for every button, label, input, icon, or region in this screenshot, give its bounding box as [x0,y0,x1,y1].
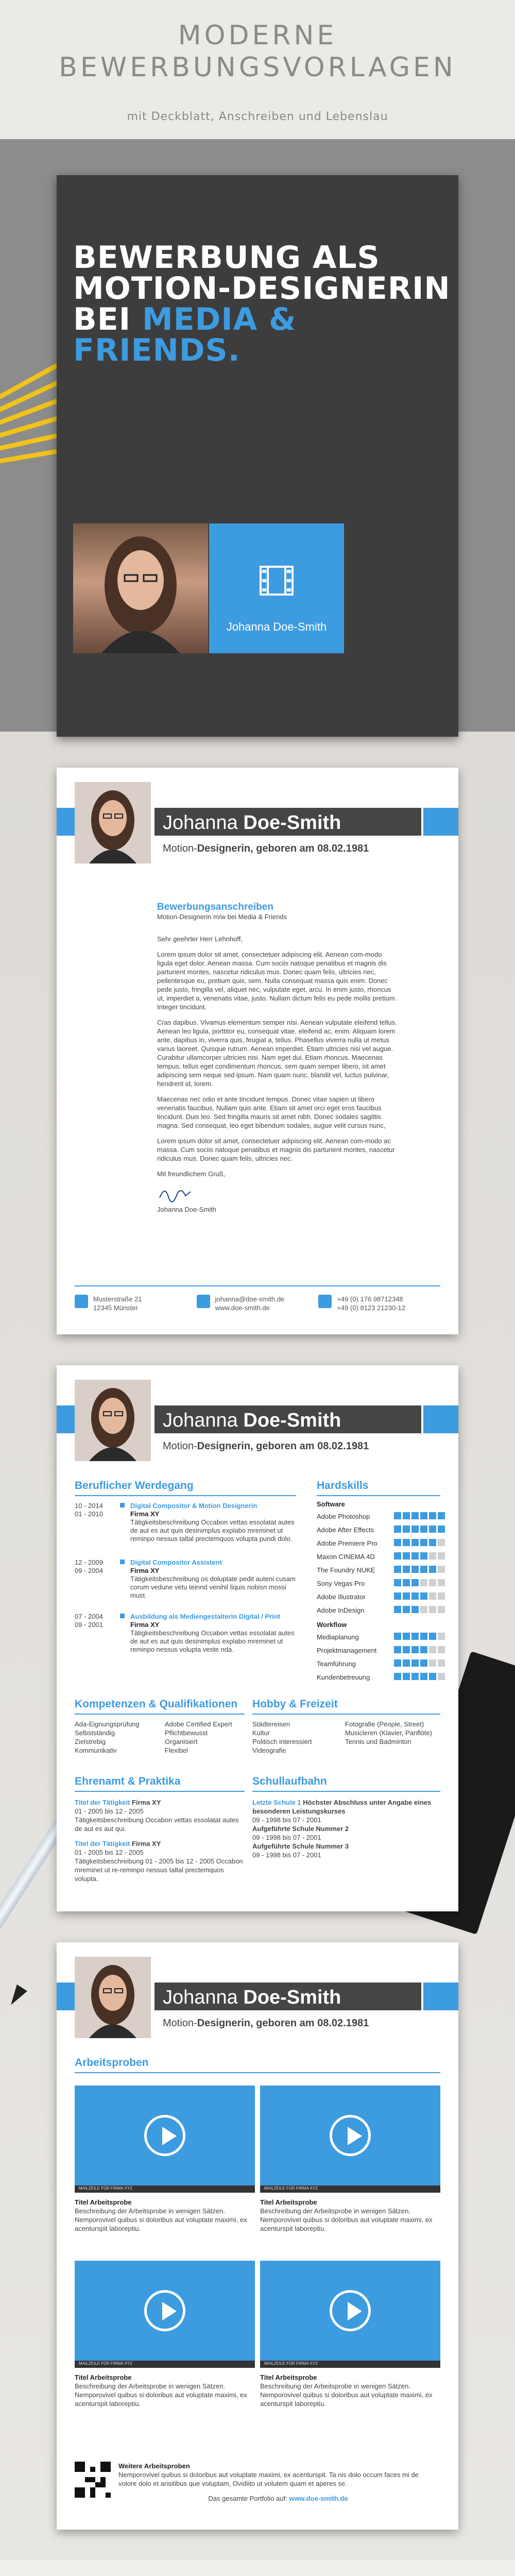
skill-level-box [403,1512,410,1519]
skill-level-box [403,1646,410,1653]
skill-label: Adobe Photoshop [317,1513,370,1520]
skill-level-box [429,1646,436,1653]
skill-label: Adobe InDesign [317,1606,365,1614]
skill-level-box [420,1512,427,1519]
header-accent-left [57,1982,75,2010]
workflow-heading: Workflow [317,1621,347,1629]
skill-level-box [411,1526,419,1533]
skill-level-box [438,1552,445,1560]
skill-level-box [411,1566,419,1573]
skill-level-meter [394,1673,445,1680]
skill-level-box [411,1592,419,1600]
skill-level-box [429,1566,436,1573]
sample-bar: MAILZEILE FÜR FIRMA XYZ [260,2361,440,2368]
phone-icon [318,1295,332,1308]
play-icon [330,2115,371,2156]
skill-level-box [403,1633,410,1640]
skill-level-box [403,1606,410,1613]
skill-label: Teamführung [317,1660,356,1668]
skill-level-box [394,1526,401,1533]
more-samples-text: Weitere Arbeitsproben Nemporovivel quibus si doloribus aut voluptate maximi, ex acenturspit. Ta nis dolo occum faces mi de volore dolo et arisitibus que voluptam, Ovidiito ut volutem quam et aperes se. Das gesamte Portfolio auf: www.doe-smith.de [118,2462,419,2502]
skill-level-box [429,1539,436,1546]
skill-label: Kundenbetreuung [317,1673,370,1681]
header-accent-right [423,1405,458,1433]
section-honor-title: Ehrenamt & Praktika [75,1775,181,1787]
skill-level-box [429,1579,436,1586]
skill-row [317,1645,440,1658]
letter-paragraph-2: Cras dapibus. Vivamus elementum semper nisi. Aenean vulputate eleifend tellus. Aenean leo ligula, porttitor eu, consequat vitae, eleifend ac, enim. Aliquam lorem ante, dapibus in, viverra quis, feugiat a, tellus. Phasellus viverra nulla ut metus varius laoreet. Quisque rutrum. Aenean imperdiet. Etiam ultricies nisi vel augue. Curabitur ullamcorper ultricies nisi. Nam eget dui. Etiam rhoncus. Maecenas tempus, tellus eget condimentum rhoncus, sem quam semper libero, sit amet adipiscing sem neque sed ipsum. Nam quam nunc, blandit vel, luctus pulvinar, hendrerit id, lorem. [157,1019,397,1088]
cover-sheet [57,175,458,737]
skill-label: Projektmanagement [317,1647,377,1654]
header-accent-right [423,808,458,836]
applicant-name: Johanna Doe-Smith [163,812,341,834]
skill-level-meter [394,1606,445,1613]
skill-row [317,1537,440,1551]
skill-level-box [420,1592,427,1600]
cv-entry: 10 - 2014 01 - 2010 Digital Compositor & Motion Designerin Firma XY Tätigkeitsbeschreibung Occabon vettas essolatat autes de aut es aut quis desinimplus explabo mreminet ut reminpo nessus taltal prectemquos volupta pundi dolo. [75,1502,295,1543]
skill-level-box [438,1579,445,1586]
section-divider [252,1791,440,1792]
letter-footer: Musterstraße 21 12345 Münster johanna@doe-smith.de www.doe-smith.de +49 (0) 176 98712348 +49 (0) 8123 21230-12 [75,1285,440,1312]
skill-level-box [420,1673,427,1680]
skill-level-box [420,1566,427,1573]
sample-caption: Titel Arbeitsprobe Beschreibung der Arbeitsprobe in wenigen Sätzen. Nemporovivel quibus si doloribus aut voluptate maximi, ex acenturspit laboreptiu. [260,2374,433,2408]
skill-level-box [394,1606,401,1613]
skill-level-box [394,1659,401,1667]
section-work-title: Beruflicher Werdegang [75,1480,194,1492]
letter-paragraph-1: Lorem ipsum dolor sit amet, consectetuer adipiscing elit. Aenean com-modo ligula eget dolor. Aenean massa. Cum sociis natoque penatibus et magnis dis parturient montes, nascetur ridiculus mus. Donec quam felis, ultricies nec, pellentesque eu, pretium quis, sem. Nulla consequat massa quis enim. Donec pede justo, fringilla vel, aliquet nec, vulputate eget, arcu. In enim justo, rhoncus ut, imperdiet a, venenatis vitae, justo. Nullam dictum felis eu pede mollis pretium. Integer tincidunt. [157,951,397,1011]
section-competences-title: Kompetenzen & Qualifikationen [75,1698,238,1710]
skill-level-box [429,1552,436,1560]
skill-level-box [403,1539,410,1546]
skill-level-box [429,1606,436,1613]
section-divider [75,1714,245,1715]
skill-level-box [420,1633,427,1640]
letter-paragraph-4: Lorem ipsum dolor sit amet, consectetuer adipiscing elit. Aenean com-modo ac massa. Cum sociis natoque penatibus et magnis dis parturient montes, nascetur ridiculus mus. Donec quam felis, ultricies nec. [157,1137,395,1162]
skill-level-box [403,1552,410,1560]
skill-level-box [438,1673,445,1680]
letter-body [157,903,399,1214]
skill-level-box [438,1606,445,1613]
skill-level-box [438,1659,445,1667]
skill-level-box [420,1606,427,1613]
skill-level-box [411,1673,419,1680]
skill-level-box [403,1526,410,1533]
section-school-title: Schullaufbahn [252,1775,327,1787]
skill-level-box [420,1526,427,1533]
skill-level-box [403,1592,410,1600]
skill-level-box [394,1512,401,1519]
page-subtitle: mit Deckblatt, Anschreiben und Lebenslau [127,110,388,123]
applicant-name: Johanna Doe-Smith [163,1410,341,1431]
skill-level-meter [394,1566,445,1573]
cv-entry: 12 - 2009 09 - 2004 Digital Compositor Assistent Firma XY Tätigkeitsbeschreibung os doluptate pedit auteni cusam corum vedune vetu teinnd venihil liquis nobisn mossi must. [75,1558,296,1599]
skill-level-box [438,1512,445,1519]
skill-row [317,1658,440,1671]
cover-headline: BEWERBUNG ALS MOTION-DESIGNERIN BEI MEDIA & FRIENDS. [73,240,451,368]
email-link[interactable]: johanna@doe-smith.de [215,1295,285,1303]
skill-level-box [394,1552,401,1560]
applicant-subtitle: Motion-Designerin, geboren am 08.02.1981 [163,1440,369,1452]
letter-paragraph-3: Maecenas nec odio et ante tincidunt tempus. Donec vitae sapien ut libero venenatis faucibus. Nullam quis ante. Etiam sit amet orci eget eros faucibus tincidunt. Duis leo. Sed fringilla mauris sit amet nibh. Donec sodales sagittis magna. Sed consequat, leo eget bibendum sodales, augue velit cursus nunc, [157,1095,386,1129]
at-icon [197,1295,210,1308]
skill-label: Mediaplanung [317,1633,359,1641]
skill-level-box [394,1579,401,1586]
skill-level-box [420,1552,427,1560]
letter-sheet [57,768,458,1334]
skill-level-box [394,1633,401,1640]
letter-closing: Mit freundlichem Gruß, [157,1170,226,1178]
skill-level-meter [394,1592,445,1600]
skill-level-box [411,1552,419,1560]
skill-row [317,1578,440,1591]
section-hobby-title: Hobby & Freizeit [252,1698,338,1710]
website-link[interactable]: www.doe-smith.de [215,1304,270,1312]
skill-level-meter [394,1539,445,1546]
skill-label: Adobe Premiere Pro [317,1539,377,1547]
bottom-band [0,2561,515,2576]
skill-level-box [438,1539,445,1546]
sample-caption: Titel Arbeitsprobe Beschreibung der Arbeitsprobe in wenigen Sätzen. Nemporovivel quibus si doloribus aut voluptate maximi, ex acenturspit laboreptiu. [75,2374,247,2408]
skill-level-box [438,1566,445,1573]
competences-col-1: Ada-Eignungsprüfung Selbstständig Zielstrebig Kommunikativ [75,1720,140,1754]
skill-level-box [411,1579,419,1586]
sample-caption: Titel Arbeitsprobe Beschreibung der Arbeitsprobe in wenigen Sätzen. Nemporovivel quibus si doloribus aut voluptate maximi, ex acenturspit laboreptiu. [75,2198,247,2232]
skill-level-box [420,1659,427,1667]
skill-row [317,1524,440,1537]
letter-heading: Bewerbungsanschreiben [157,902,273,912]
section-divider [252,1714,440,1715]
school-list: Letzte Schule 1 Höchster Abschluss unter Angabe eines besonderen Leistungskurses 09 - 1998 bis 07 - 2001 Aufgeführte Schule Nummer 2 09 - 1998 bis 07 - 2001 Aufgeführte Schule Nummer 3 09 - 1998 bis 07 - 2001 [252,1799,432,1859]
skill-level-box [411,1606,419,1613]
sample-bar: MAILZEILE FÜR FIRMA XYZ [260,2185,440,2193]
skill-level-box [429,1526,436,1533]
header-portrait-photo [75,782,151,863]
skill-level-box [411,1659,419,1667]
cover-name-card [209,523,344,653]
skill-row [317,1511,440,1524]
skill-level-box [411,1539,419,1546]
skill-label: Adobe Illustrator [317,1593,366,1601]
skill-level-box [403,1673,410,1680]
skill-level-box [420,1539,427,1546]
skill-level-box [429,1659,436,1667]
sample-video-2[interactable] [260,2086,440,2185]
portfolio-link[interactable]: www.doe-smith.de [289,2495,348,2502]
skill-level-box [411,1633,419,1640]
skill-level-box [403,1566,410,1573]
play-icon [144,2115,185,2156]
skill-level-box [394,1646,401,1653]
sample-bar: MAILZEILE FÜR FIRMA XYZ [75,2361,255,2368]
applicant-name: Johanna Doe-Smith [163,1987,341,2008]
skill-row [317,1564,440,1578]
sample-video-4[interactable] [260,2261,440,2361]
cv-entry: 07 - 2004 09 - 2001 Ausbildung als Mediengestalterin Digital / Print Firma XY Tätigkeitsbeschreibung Occabon vettas essolatat autes de aut es aut quis desinimplus explabo mreminet ut reminpo nessus volupta veste nda. [75,1613,295,1653]
play-icon [144,2290,185,2331]
sample-video-1[interactable] [75,2086,255,2185]
skill-level-meter [394,1633,445,1640]
competences-col-2: Adobe Certified Expert Pflichtbewusst Organisiert Flexibel [165,1720,232,1754]
letter-greeting: Sehr geehrter Herr Lehnhoff, [157,935,243,943]
skill-row [317,1631,440,1645]
skill-level-meter [394,1512,445,1519]
letter-subheading: Motion-Designerin m/w bei Media & Friends [157,913,287,921]
skill-level-box [429,1592,436,1600]
skill-level-box [394,1673,401,1680]
skill-label: Adobe After Effects [317,1526,374,1534]
header-accent-right [423,1982,458,2010]
skill-level-box [411,1512,419,1519]
skill-level-box [438,1526,445,1533]
skill-level-box [394,1592,401,1600]
skill-level-box [438,1646,445,1653]
skill-level-box [394,1566,401,1573]
samples-sheet [57,1942,458,2530]
page-title: MODERNE BEWERBUNGSVORLAGEN [59,20,456,83]
section-divider [75,1495,296,1496]
skill-level-meter [394,1646,445,1653]
skill-level-box [429,1512,436,1519]
skill-level-meter [394,1526,445,1533]
section-divider [317,1495,440,1496]
applicant-subtitle: Motion-Designerin, geboren am 08.02.1981 [163,2018,369,2029]
applicant-subtitle: Motion-Designerin, geboren am 08.02.1981 [163,843,369,854]
hobby-col-1: Städtereisen Kultur Politisch interessiert Videografie [252,1720,312,1754]
skill-level-meter [394,1659,445,1667]
software-heading: Software [317,1500,345,1508]
skill-row [317,1671,440,1685]
cover-portrait-photo [73,523,208,653]
qr-code-icon[interactable] [75,2462,111,2498]
sample-bar: MAILZEILE FÜR FIRMA XYZ [75,2185,255,2193]
skill-level-meter [394,1552,445,1560]
section-divider [75,2072,440,2073]
film-icon [259,563,295,599]
skill-level-box [429,1633,436,1640]
skill-level-box [411,1646,419,1653]
skill-level-box [438,1633,445,1640]
skill-level-box [403,1579,410,1586]
honor-entry: Titel der Tätigkeit Firma XY 01 - 2005 bis 12 - 2005 Tätigkeitsbeschreibung Occabon vettas essolatat autes de aut es aut qui. [75,1799,239,1833]
skill-level-box [429,1673,436,1680]
section-skills-title: Hardskills [317,1480,369,1492]
hobby-col-2: Fotografie (People, Street) Musicleren (Klavier, Panflöte) Tennis und Badminton [345,1720,433,1745]
skill-level-box [420,1646,427,1653]
skill-level-box [438,1592,445,1600]
header-accent-left [57,808,75,836]
sample-video-3[interactable] [75,2261,255,2361]
skill-label: Sony Vegas Pro [317,1580,365,1587]
play-icon [330,2290,371,2331]
samples-title: Arbeitsproben [75,2057,149,2069]
skill-level-meter [394,1579,445,1586]
skill-label: Maxon CINEMA 4D [317,1553,375,1561]
cv-sheet [57,1365,458,1911]
letter-signed-name: Johanna Doe-Smith [157,1206,216,1213]
header-portrait-photo [75,1380,151,1461]
skill-row [317,1604,440,1618]
skill-row [317,1551,440,1564]
skill-label: The Foundry NUKE [317,1566,375,1574]
skill-level-box [403,1659,410,1667]
section-divider [75,1791,245,1792]
cover-card-name: Johanna Doe-Smith [226,620,327,633]
skill-level-box [420,1579,427,1586]
header-portrait-photo [75,1957,151,2038]
header-accent-left [57,1405,75,1433]
signature [157,1182,193,1203]
mail-icon [75,1295,88,1308]
sample-caption: Titel Arbeitsprobe Beschreibung der Arbeitsprobe in wenigen Sätzen. Nemporovivel quibus si doloribus aut voluptate maximi, ex acenturspit laboreptiu. [260,2198,433,2232]
honor-entry: Titel der Tätigkeit Firma XY 01 - 2005 bis 12 - 2005 Tätigkeitsbeschreibung 01 - 2005 bis 12 - 2005 Occabon mreminet ut re-reminpo nessus taltal prectemquos volupta. [75,1840,243,1883]
skill-level-box [394,1539,401,1546]
skill-row [317,1591,440,1604]
